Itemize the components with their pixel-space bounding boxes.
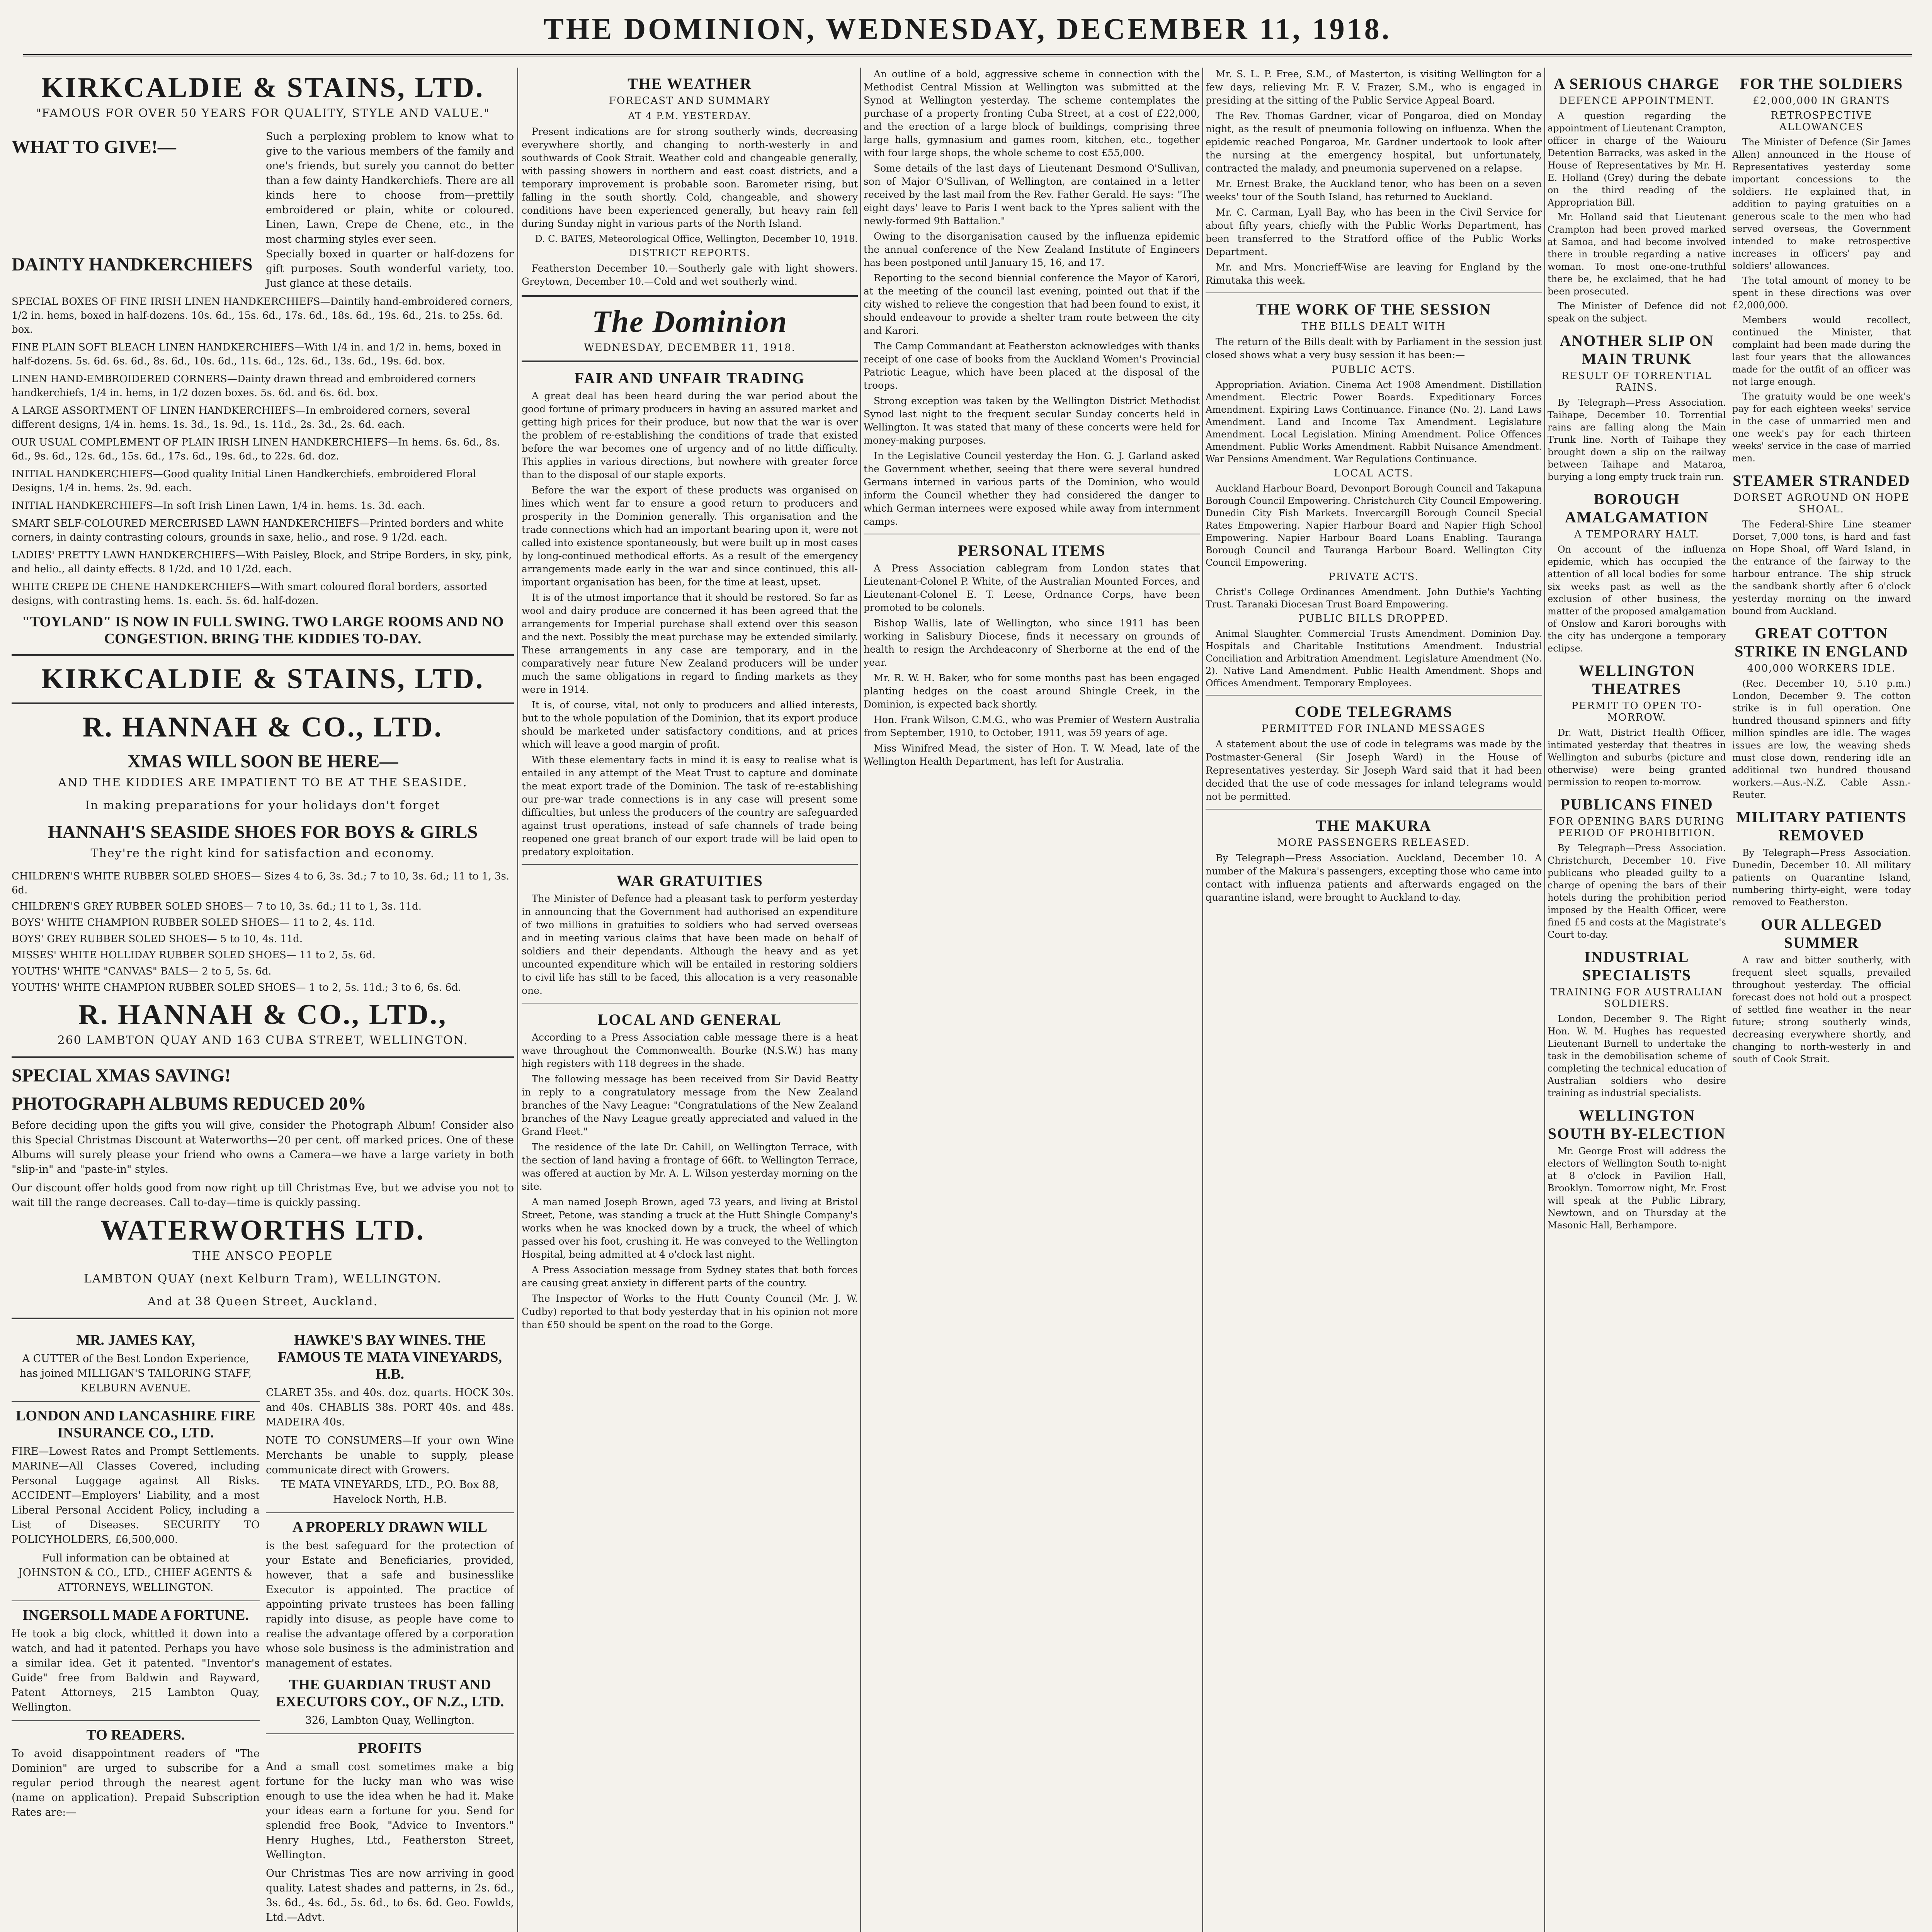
cotton-strike-text: (Rec. December 10, 5.10 p.m.) London, December 9. The cotton strike is in full operation. One hundred thousand spinners and fifty million spindles are idle. The wages issues are low, the weaving sheds must close down, rendering idle an additional two hundred thousand workers.—Aus.-N.Z. Cable Assn.-Reuter. [1732, 678, 1911, 800]
personal-item: Mr. R. W. H. Baker, who for some months past has been engaged planting hedges on the coast around Shingle Creek, in the Dominion, is expected back shortly. [864, 672, 1200, 710]
waterworths-subheading: THE ANSCO PEOPLE [192, 1249, 333, 1263]
news-column-4 [1206, 68, 1542, 1932]
kirkcaldie-banner: KIRKCALDIE & STAINS, LTD. [41, 72, 485, 104]
hawkes-bay-heading: HAWKE'S BAY WINES. THE FAMOUS TE MATA VINEYARDS, H.B. [278, 1332, 502, 1382]
bills-dropped-heading: PUBLIC BILLS DROPPED. [1298, 613, 1449, 624]
news-paragraph: An outline of a bold, aggressive scheme in connection with the Methodist Central Mission at Wellington was submitted at the Synod at Wellington yesterday. The scheme contemplates the purchase of a property fronting Cuba Street, at a cost of £22,000, and the erection of a large block of buildings, comprising three large halls, gymnasium and games room, kitchen, etc., together with four large shops, the whole scheme to cost £55,000. [864, 68, 1200, 158]
borough-subheading: A TEMPORARY HALT. [1574, 529, 1699, 540]
news-paragraph: Some details of the last days of Lieutenant Desmond O'Sullivan, son of Major O'Sullivan, of Wellington, are contained in a letter received by the last mail from the Rev. Father Gerald. He says: "The eight days' leave to Paris I went back to the Ypres salient with the newly-formed 9th Battalion." [864, 163, 1200, 226]
borough-heading: BOROUGH AMALGAMATION [1565, 490, 1709, 526]
hannah-address: 260 LAMBTON QUAY AND 163 CUBA STREET, WELLINGTON. [57, 1034, 468, 1047]
fair-trading-paragraph: With these elementary facts in mind it is easy to realise what is entailed in any attempt of the Meat Trust to capture and dominate the meat export trade of the Dominion. The task of re-establishing our pre-war trade connections is in any case will present some difficulties, but unless the producers of the country are safeguarded against trust operations, instead of safe channels of trade being reopened one great branch of our export trade will be laid open to predatory exploitation. [522, 754, 858, 857]
hannah-banner: R. HANNAH & CO., LTD. [82, 711, 443, 743]
editorial-column [522, 68, 858, 1932]
slip-subheading: RESULT OF TORRENTIAL RAINS. [1561, 370, 1712, 393]
by-election-heading: WELLINGTON SOUTH BY-ELECTION [1548, 1107, 1726, 1142]
guardian-trust-address: 326, Lambton Quay, Wellington. [305, 1714, 475, 1726]
christmas-ties-text: Our Christmas Ties are now arriving in good quality. Latest shades and patterns, in 2s. 6d., 3s. 6d., 4s. 6d., 5s. 6d., to 6s. 6d. Geo. Fowlds, Ltd.—Advt. [266, 1867, 514, 1923]
divider [12, 1318, 514, 1319]
ingersoll-text: He took a big clock, whittled it down into a watch, and had it patented. Perhaps you have a similar idea. Get it patented. "Inventor's Guide" free from Baldwin and Rayward, Patent Attorneys, 215 Lambton Quay, Wellington. [12, 1628, 260, 1713]
local-acts-heading: LOCAL ACTS. [1334, 468, 1413, 479]
retrospective-paragraph: Members would recollect, continued the Minister, that complaint had been made during the last four years that the allowances made for the outfit of an officer was not large enough. [1732, 315, 1911, 387]
makura-subheading: MORE PASSENGERS RELEASED. [1277, 837, 1470, 849]
shoe-item: YOUTHS' WHITE "CANVAS" BALS— 2 to 5, 5s. 6d. [12, 966, 272, 977]
shoe-item: BOYS' WHITE CHAMPION RUBBER SOLED SHOES— 11 to 2, 4s. 11d. [12, 917, 375, 929]
war-gratuities-text: The Minister of Defence had a pleasant task to perform yesterday in announcing that the Government had authorised an expenditure of two millions in gratuities to soldiers who had served overseas and in meeting various claims that have been made on behalf of soldiers and their dependants. Although the heavy and as yet uncounted expenditure which will be entailed in restoring soldiers to civil life has still to be faced, this allocation is a very reasonable one. [522, 893, 858, 996]
code-telegrams-subheading: PERMITTED FOR INLAND MESSAGES [1262, 723, 1486, 735]
dainty-heading: DAINTY HANDKERCHIEFS [12, 254, 253, 275]
by-election-text: Mr. George Frost will address the electors of Wellington South to-night at 8 o'clock in Pavilion Hall, Brooklyn. Tomorrow night, Mr. Frost will speak at the Public Library, Newtown, and on Thursday at the Masonic Hall, Berhampore. [1548, 1146, 1726, 1231]
public-acts-heading: PUBLIC ACTS. [1331, 364, 1416, 376]
borough-text: On account of the influenza epidemic, which has occupied the attention of all local bodies for some six weeks past as well as the exclusion of other business, the matter of the proposed amalgamation of Onslow and Karori boroughs with the city has undergone a temporary eclipse. [1548, 544, 1726, 654]
serious-charge-subheading: DEFENCE APPOINTMENT. [1559, 95, 1715, 107]
shoe-item: MISSES' WHITE HOLLIDAY RUBBER SOLED SHOES— 11 to 2, 5s. 6d. [12, 949, 376, 961]
divider [522, 361, 858, 362]
london-lancashire-info: Full information can be obtained at JOHNSTON & CO., LTD., CHIEF AGENTS & ATTORNEYS, WELLINGTON. [18, 1552, 253, 1594]
column-rule [1202, 68, 1203, 1932]
handkerchief-item: WHITE CREPE DE CHENE HANDKERCHIEFS—With smart coloured floral borders, assorted designs, with contrasting hems. 1s. each. 5s. 6d. half-dozen. [12, 581, 488, 607]
retrospective-paragraph: The Minister of Defence (Sir James Allen) announced in the House of Representatives yesterday some important concessions to the soldiers. He explained that, in addition to paying gratuities on a generous scale to the men who had served overseas, the Government intended to make retrospective increases in officers' pay and soldiers' allowances. [1732, 137, 1911, 271]
ingersoll-heading: INGERSOLL MADE A FORTUNE. [22, 1607, 249, 1623]
local-general-paragraph: The following message has been received from Sir David Beatty in reply to a congratulatory message from the New Zealand branches of the Navy League: "Congratulations of the New Zealand branches of the Navy League greatly appreciated and valued in the Grand Fleet." [522, 1073, 858, 1137]
slip-heading: ANOTHER SLIP ON MAIN TRUNK [1560, 332, 1714, 367]
local-acts-list: Auckland Harbour Board, Devonport Borough Council and Takapuna Borough Council Empowering. Christchurch City Council Empowering. Dunedin City Fish Markets. Invercargill Borough Council Special Rates Empowering. Napier Harbour Board and Napier High School Empowering. Napier Harbour Board Loans Enabling. Tauranga Borough Council and Tauranga Harbour Board. Wellington City Council Empowering. [1206, 483, 1542, 568]
summer-text: A raw and bitter southerly, with frequent sleet squalls, prevailed throughout yesterday. The official forecast does not hold out a prospect of settled fine weather in the near future; strong southerly winds, decreasing everywhere shortly, and changing to north-westerly in and south of Cook Strait. [1732, 955, 1911, 1065]
waterworths-address: LAMBTON QUAY (next Kelburn Tram), WELLINGTON. [83, 1272, 442, 1286]
military-patients-text: By Telegraph—Press Association. Dunedin, December 10. All military patients on Quarantine Island, numbering thirty-eight, were today removed to Featherston. [1732, 847, 1911, 908]
special-xmas-heading: SPECIAL XMAS SAVING! [12, 1065, 231, 1086]
handkerchief-item: INITIAL HANDKERCHIEFS—Good quality Initial Linen Handkerchiefs. embroidered Floral Designs, 1/4 in. hems. 2s. 9d. each. [12, 468, 476, 494]
hawkes-bay-prices: CLARET 35s. and 40s. doz. quarts. HOCK 30s. and 40s. CHABLIS 38s. PORT 40s. and 48s. MADEIRA 40s. [266, 1387, 514, 1428]
what-to-give-heading: WHAT TO GIVE!— [12, 137, 176, 157]
divider [266, 1733, 514, 1734]
makura-heading: THE MAKURA [1316, 817, 1432, 834]
publicans-subheading: FOR OPENING BARS DURING PERIOD OF PROHIBITION. [1549, 816, 1725, 839]
cotton-strike-subheading: 400,000 WORKERS IDLE. [1747, 663, 1896, 674]
publicans-heading: PUBLICANS FINED [1560, 796, 1713, 813]
masthead: THE DOMINION, WEDNESDAY, DECEMBER 11, 1918. [23, 12, 1912, 56]
serious-charge-heading: A SERIOUS CHARGE [1554, 75, 1720, 92]
xmas-subheading-2: In making preparations for your holidays don't forget [85, 799, 440, 812]
local-general-heading: LOCAL AND GENERAL [597, 1011, 782, 1028]
session-subheading: THE BILLS DEALT WITH [1301, 321, 1446, 332]
london-lancashire-text: FIRE—Lowest Rates and Prompt Settlements. MARINE—All Classes Covered, including Personal Luggage against All Risks. ACCIDENT—Employers' Liability, and a most Liberal Personal Accident Policy, including a List of Diseases. SECURITY TO POLICYHOLDERS, £6,500,000. [12, 1446, 260, 1546]
hawkes-bay-note: NOTE TO CONSUMERS—If your own Wine Merchants be unable to supply, please communicate direct with Growers. [266, 1435, 514, 1476]
shoe-item: YOUTHS' WHITE CHAMPION RUBBER SOLED SHOES— 1 to 2, 5s. 11d.; 3 to 6, 6s. 6d. [12, 982, 461, 993]
divider [522, 864, 858, 865]
column-rule [1544, 68, 1545, 1932]
dainty-text: Specially boxed in quarter or half-dozens for gift purposes. South wonderful variety, too. Just glance at these details. [266, 248, 514, 289]
personal-items-heading: PERSONAL ITEMS [957, 542, 1106, 559]
personal-item: Miss Winifred Mead, the sister of Hon. T. W. Mead, late of the Wellington Health Department, has left for Australia. [864, 743, 1200, 767]
what-to-give-text: Such a perplexing problem to know what to give to the various members of the family and one's friends, but surely you cannot do better than a few dainty Handkerchiefs. There are all kinds here to choose from—prettily embroidered or plain, white or coloured. Linen, Lawn, Crepe de Chene, etc., in the most charming styles ever seen. [266, 131, 514, 245]
profits-heading: PROFITS [358, 1740, 422, 1756]
serious-charge-paragraph: The Minister of Defence did not speak on the subject. [1548, 301, 1726, 324]
news-paragraph: Reporting to the second biennial conference the Mayor of Karori, at the meeting of the council last evening, pointed out that if the city wished to relieve the congestion that had been found to exist, it should endeavour to provide a shelter tram route between the city and Karori. [864, 272, 1200, 336]
personal-item: A Press Association cablegram from London states that Lieutenant-Colonel P. White, of the Australian Mounted Forces, and Lieutenant-Colonel E. T. Leese, Ordnance Corps, have been promoted to be colonels. [864, 563, 1200, 613]
industrial-heading: INDUSTRIAL SPECIALISTS [1582, 948, 1692, 984]
london-lancashire-heading: LONDON AND LANCASHIRE FIRE INSURANCE CO., LTD. [16, 1408, 255, 1441]
publicans-text: By Telegraph—Press Association. Christchurch, December 10. Five publicans who pleaded guilty to a charge of opening the bars of their hotels during the prohibition period imposed by the Health Officer, were fined £5 and costs at the Magistrate's Court to-day. [1548, 843, 1726, 940]
handkerchief-item: FINE PLAIN SOFT BLEACH LINEN HANDKERCHIEFS—With 1/4 in. and 1/2 in. hems, boxed in half-dozens. 5s. 6d. 6s. 6d., 8s. 6d., 10s. 6d., 11s. 6d., 12s. 6d., 13s. 6d., 19s. 6d. box. [12, 342, 502, 367]
session-text: The return of the Bills dealt with by Parliament in the session just closed shows what a very busy session it has been:— [1206, 336, 1542, 361]
xmas-subheading: AND THE KIDDIES ARE IMPATIENT TO BE AT THE SEASIDE. [58, 776, 468, 789]
code-telegrams-text: A statement about the use of code in telegrams was made by the Postmaster-General (Sir Joseph Ward) in the House of Representatives yesterday. Sir Joseph Ward said that it had been decided that the use of code messages for inland telegrams would not be permitted. [1206, 738, 1542, 802]
shoe-item: BOYS' GREY RUBBER SOLED SHOES— 5 to 10, 4s. 11d. [12, 933, 303, 945]
profits-text: And a small cost sometimes make a big fortune for the lucky man who was wise enough to use the idea when he had it. Make your ideas earn a fortune for you. Send for splendid free Book, "Advice to Inventors." Henry Hughes, Ltd., Featherston Street, Wellington. [266, 1761, 514, 1861]
fair-trading-paragraph: It is of the utmost importance that it should be restored. So far as wool and dairy produce are concerned it has been agreed that the arrangements for Imperial purchase shall extend over this season and the next. Possibly the meat purchase may be extended similarly. These arrangements in any case are temporary, and in the comparatively near future New Zealand producers will be under much the same obligations in regard to finding markets as they were in 1914. [522, 592, 858, 695]
soldiers-subheading: £2,000,000 IN GRANTS [1753, 95, 1890, 107]
soldiers-heading: FOR THE SOLDIERS [1740, 75, 1903, 92]
column-rule [860, 68, 861, 1932]
column-rule [517, 68, 518, 1932]
divider [1206, 809, 1542, 810]
theatres-subheading: PERMIT TO OPEN TO-MORROW. [1571, 700, 1702, 723]
will-text: is the best safeguard for the protection of your Estate and Beneficiaries, provided, however, that a safe and businesslike Executor is appointed. The practice of appointing private trustees has been falling rapidly into disuse, as people have come to realise the advantage offered by a corporation whose sole business is the administration and management of estates. [266, 1540, 514, 1669]
bills-dropped-list: Animal Slaughter. Commercial Trusts Amendment. Dominion Day. Hospitals and Charitable Institutions Amendment. Industrial Conciliation and Arbitration Amendment. Legislature Amendment (No. 2). Native Land Amendment. Public Health Amendment. Shops and Offices Amendment. Temporary Employees. [1206, 628, 1542, 689]
legislative-text: In the Legislative Council yesterday the Hon. G. J. Garland asked the Government whether, seeing that there were several hundred Germans interned in various parts of the Dominion, who would inform the Council whether they had considered the danger to which German internees were exposed while away from internment camps. [864, 450, 1200, 527]
local-general-paragraph: A Press Association message from Sydney states that both forces are causing great anxiety in different parts of the country. [522, 1264, 858, 1289]
weather-signature: D. C. BATES, Meteorological Office, Wellington, December 10, 1918. [535, 233, 858, 244]
session-heading: THE WORK OF THE SESSION [1256, 301, 1491, 318]
handkerchief-item: LADIES' PRETTY LAWN HANDKERCHIEFS—With Paisley, Block, and Stripe Borders, in sky, pink, and helio., all dainty effects. 8 1/2d. and 10 1/2d. each. [12, 549, 512, 575]
personal-item: Bishop Wallis, late of Wellington, who since 1911 has been working in Salisbury Diocese, finds it necessary on grounds of health to resign the Archdeaconry of Sherborne at the end of the year. [864, 617, 1200, 668]
divider [12, 1056, 514, 1058]
weather-heading: THE WEATHER [628, 75, 752, 92]
handkerchief-item: SMART SELF-COLOURED MERCERISED LAWN HANDKERCHIEFS—Printed borders and white corners, in dainty contrasting colours, grounds in saxe, helio., and rose. 9 1/2d. each. [12, 518, 504, 543]
fair-trading-paragraph: It is, of course, vital, not only to producers and allied interests, but to the whole population of the Dominion, that its export produce should be marketed under satisfactory conditions, and at prices which will leave a good margin of profit. [522, 699, 858, 750]
private-acts-heading: PRIVATE ACTS. [1328, 571, 1419, 583]
kirkcaldie-banner-2: KIRKCALDIE & STAINS, LTD. [41, 663, 485, 695]
news-paragraph: Mr. C. Carman, Lyall Bay, who has been in the Civil Service for about fifty years, chiefly with the Public Works Department, has been transferred to the Stratford office of the Public Works Department. [1206, 207, 1542, 257]
divider [12, 1720, 260, 1721]
handkerchief-item: INITIAL HANDKERCHIEFS—In soft Irish Linen Lawn, 1/4 in. hems. 1s. 3d. each. [12, 500, 425, 512]
hannah-banner-2: R. HANNAH & CO., LTD., [78, 999, 447, 1031]
toyland-notice: "TOYLAND" IS NOW IN FULL SWING. TWO LARGE ROOMS AND NO CONGESTION. BRING THE KIDDIES TO-DAY. [22, 614, 504, 647]
summer-heading: OUR ALLEGED SUMMER [1760, 916, 1883, 951]
district-reports-heading: DISTRICT REPORTS. [629, 247, 751, 259]
news-paragraph: Mr. S. L. P. Free, S.M., of Masterton, is visiting Wellington for a few days, relieving Mr. F. V. Frazer, S.M., who is engaged in presiding at the sitting of the Public Service Appeal Board. [1206, 68, 1542, 106]
synod-text: Strong exception was taken by the Wellington District Methodist Synod last night to the frequent secular Sunday concerts held in Wellington. It was stated that many of these concerts were held for money-making purposes. [864, 395, 1200, 446]
serious-charge-paragraph: A question regarding the appointment of Lieutenant Crampton, officer in charge of the Waiouru Detention Barracks, was asked in the House of Representatives by Mr. H. E. Holland (Grey) during the debate on the third reading of the Appropriation Bill. [1548, 111, 1726, 208]
slip-text: By Telegraph—Press Association. Taihape, December 10. Torrential rains are falling along the Main Trunk line. North of Taihape they brought down a slip on the railway between Taihape and Mataroa, burying a long empty truck train run. [1548, 397, 1726, 482]
handkerchief-item: OUR USUAL COMPLEMENT OF PLAIN IRISH LINEN HANDKERCHIEFS—In hems. 6s. 6d., 8s. 6d., 9s. 6d., 12s. 6d., 15s. 6d., 17s. 6d., 19s. 6d., to 22s. 6d. doz. [12, 437, 500, 462]
divider [12, 654, 514, 656]
readers-heading: TO READERS. [86, 1727, 185, 1743]
steamer-subheading: DORSET AGROUND ON HOPE SHOAL. [1733, 492, 1910, 515]
hawkes-bay-address: TE MATA VINEYARDS, LTD., P.O. Box 88, Havelock North, H.B. [281, 1479, 499, 1505]
kirkcaldie-tagline: "FAMOUS FOR OVER 50 YEARS FOR QUALITY, STYLE AND VALUE." [36, 107, 490, 120]
war-gratuities-heading: WAR GRATUITIES [616, 872, 763, 889]
fair-trading-paragraph: Before the war the export of these products was organised on lines which went far to ensure a good return to producers and prosperity in the Dominion generally. This organisation and the trade connections which had an important bearing upon it, were not called into existence spontaneously, but were built up in most cases by long-continued methodical efforts. As a result of the emergency arrangements made early in the war and since continued, this all-important organisation has been, for the time at least, upset. [522, 485, 858, 588]
district-reports-text: Featherston December 10.—Southerly gale with light showers. Greytown, December 10.—Cold and wet southerly wind. [522, 263, 858, 287]
weather-subheading: FORECAST AND SUMMARY [609, 95, 771, 107]
cotton-strike-heading: GREAT COTTON STRIKE IN ENGLAND [1735, 624, 1908, 660]
retrospective-heading: RETROSPECTIVE ALLOWANCES [1770, 110, 1872, 133]
private-acts-list: Christ's College Ordinances Amendment. John Duthie's Yachting Trust. Taranaki Diocesan Trust Board Empowering. [1206, 587, 1542, 610]
serious-charge-paragraph: Mr. Holland said that Lieutenant Crampton had been proved marked at Samoa, and had become involved there in trouble regarding a native woman. To most one-one-truthful there be, he exclaimed, that he had been prosecuted. [1548, 212, 1726, 297]
retrospective-paragraph: The gratuity would be one week's pay for each eighteen weeks' service in the case of unmarried men and one week's pay for each thirteen weeks' service in the case of married men. [1732, 391, 1911, 464]
news-paragraph: Mr. and Mrs. Moncrieff-Wise are leaving for England by the Rimutaka this week. [1206, 262, 1542, 286]
retrospective-paragraph: The total amount of money to be spent in these directions was over £2,000,000. [1732, 275, 1911, 311]
divider [266, 1512, 514, 1513]
seaside-shoes-heading: HANNAH'S SEASIDE SHOES FOR BOYS & GIRLS [48, 822, 478, 842]
photo-albums-text-2: Our discount offer holds good from now right up till Christmas Eve, but we advise you not to wait till the range decreases. Call to-day—time is quickly passing. [12, 1182, 514, 1209]
industrial-subheading: TRAINING FOR AUSTRALIAN SOLDIERS. [1550, 986, 1723, 1010]
steamer-text: The Federal-Shire Line steamer Dorset, 7,000 tons, is hard and fast on Hope Shoal, off Ward Island, in the entrance of the fairway to the harbour entrance. The ship struck the sandbank shortly after 6 o'clock yesterday morning on the inward bound from Auckland. [1732, 519, 1911, 616]
news-column-5 [1548, 68, 1911, 1932]
personal-item: Hon. Frank Wilson, C.M.G., who was Premier of Western Australia from September, 1910, to October, 1911, was 59 years of age. [864, 714, 1200, 738]
handkerchief-item: A LARGE ASSORTMENT OF LINEN HANDKERCHIEFS—In embroidered corners, several different designs, 1/4 in. hems. 1s. 3d., 1s. 9d., 1s. 11d., 2s. 3d., 2s. 6d. each. [12, 405, 470, 430]
makura-text: By Telegraph—Press Association. Auckland, December 10. A number of the Makura's passengers, excepting those who came into contact with influenza patients and afterwards engaged on the quarantine island, were brought to Auckland to-day. [1206, 852, 1542, 903]
weather-text: Present indications are for strong southerly winds, decreasing everywhere shortly, and changing to north-westerly in and southwards of Cook Strait. Weather cold and changeable generally, with passing showers in northern and east coast districts, and a temporary improvement is probable soon. Barometer rising, but falling in the south shortly. Cold, changeable, and showery conditions have been experienced generally, but heavy rain fell during Sunday night in various parts of the North Island. [522, 126, 858, 229]
divider [12, 1600, 260, 1601]
fair-trading-paragraph: A great deal has been heard during the war period about the good fortune of primary producers in having an assured market and getting high prices for their produce, but now that the war is over the problem of re-establishing the conditions of trade that existed before the war becomes one of urgency and of no little difficulty. This applies in various directions, but nowhere with greater force than to the disposal of our staple exports. [522, 390, 858, 480]
issue-date: WEDNESDAY, DECEMBER 11, 1918. [583, 342, 796, 354]
divider [1206, 695, 1542, 696]
steamer-heading: STEAMER STRANDED [1733, 472, 1910, 489]
local-general-paragraph: According to a Press Association cable message there is a heat wave throughout the Commonwealth. Bourke (N.S.W.) has many high registers with 118 degrees in the shade. [522, 1032, 858, 1069]
shoe-item: CHILDREN'S WHITE RUBBER SOLED SHOES— Sizes 4 to 6, 3s. 3d.; 7 to 10, 3s. 6d.; 11 to 1, 3s. 6d. [12, 871, 510, 896]
xmas-heading: XMAS WILL SOON BE HERE— [127, 751, 398, 772]
local-general-paragraph: The residence of the late Dr. Cahill, on Wellington Terrace, with the section of land having a frontage of 66ft. to Wellington Terrace, was offered at auction by Mr. A. L. Wilson yesterday morning on the site. [522, 1141, 858, 1192]
weather-time: AT 4 P.M. YESTERDAY. [628, 111, 752, 121]
photo-albums-heading: PHOTOGRAPH ALBUMS REDUCED 20% [12, 1094, 366, 1114]
will-heading: A PROPERLY DRAWN WILL [292, 1519, 488, 1535]
photo-albums-text: Before deciding upon the gifts you will give, consider the Photograph Album! Consider also this Special Christmas Discount at Waterworths—20 per cent. off marked prices. One of these Albums will surely please your friend who owns a Camera—we have a large variety in both "slip-in" and "paste-in" styles. [12, 1119, 514, 1175]
public-acts-list: Appropriation. Aviation. Cinema Act 1908 Amendment. Distillation Amendment. Electric Power Boards. Expeditionary Forces Amendment. Expiring Laws Continuance. Finance (No. 2). Land Laws Amendment. Land and Income Tax Amendment. Legislature Amendment. Local Legislation. Mining Amendment. Police Offences Amendment. Public Works Amendment. Rabbit Nuisance Amendment. War Pensions Amendment. War Regulations Continuance. [1206, 379, 1542, 464]
seaside-shoes-sub: They're the right kind for satisfaction and economy. [90, 847, 435, 860]
theatres-text: Dr. Watt, District Health Officer, intimated yesterday that theatres in Wellington and suburbs (picture and otherwise) were being granted permission to reopen to-morrow. [1548, 727, 1726, 787]
shoe-item: CHILDREN'S GREY RUBBER SOLED SHOES— 7 to 10, 3s. 6d.; 11 to 1, 3s. 11d. [12, 901, 422, 912]
news-column-3 [864, 68, 1200, 1932]
military-patients-heading: MILITARY PATIENTS REMOVED [1736, 808, 1907, 844]
news-paragraph: Mr. Ernest Brake, the Auckland tenor, who has been on a seven weeks' tour of the South Island, has returned to Auckland. [1206, 178, 1542, 202]
news-paragraph: Owing to the disorganisation caused by the influenza epidemic the annual conference of the New Zealand Institute of Engineers has been postponed until January 15, 16, and 17. [864, 231, 1200, 268]
news-paragraph: The Rev. Thomas Gardner, vicar of Pongaroa, died on Monday night, as the result of pneumonia following on influenza. When the epidemic reached Pongaroa, Mr. Gardner undertook to look after the nursing at the emergency hospital, but unfortunately, contracted the malady, and pneumonia supervened on a relapse. [1206, 110, 1542, 174]
kay-name: MR. JAMES KAY, [76, 1332, 195, 1348]
divider [12, 1401, 260, 1402]
industrial-text: London, December 9. The Right Hon. W. M. Hughes has requested Lieutenant Burnell to undertake the task in the demobilisation scheme of completing the technical education of Australian soldiers who desire training as industrial specialists. [1548, 1014, 1726, 1099]
advertisements-column [12, 68, 514, 1932]
dominion-nameplate: The Dominion [592, 305, 788, 339]
kay-text: A CUTTER of the Best London Experience, has joined MILLIGAN'S TAILORING STAFF, KELBURN AVENUE. [19, 1353, 252, 1394]
local-general-paragraph: A man named Joseph Brown, aged 73 years, and living at Bristol Street, Petone, was standing a truck at the Hutt Shingle Company's works when he was knocked down by a truck, the wheel of which passed over his foot, crushing it. He was conveyed to the Wellington Hospital, being admitted at 4 o'clock last night. [522, 1196, 858, 1260]
camp-text: The Camp Commandant at Featherston acknowledges with thanks receipt of one case of books from the Auckland Women's Provincial Patriotic League, which have been placed at the disposal of the troops. [864, 340, 1200, 391]
waterworths-banner: WATERWORTHS LTD. [100, 1214, 425, 1246]
divider [12, 702, 514, 704]
handkerchief-item: SPECIAL BOXES OF FINE IRISH LINEN HANDKERCHIEFS—Daintily hand-embroidered corners, 1/2 in. hems, boxed in half-dozens. 10s. 6d., 15s. 6d., 17s. 6d., 18s. 6d., 19s. 6d., 21s. to 25s. 6d. box. [12, 296, 513, 335]
divider [522, 295, 858, 297]
readers-text: To avoid disappointment readers of "The Dominion" are urged to subscribe for a regular period through the nearest agent (name on application). Prepaid Subscription Rates are:— [12, 1748, 260, 1818]
theatres-heading: WELLINGTON THEATRES [1578, 662, 1695, 697]
guardian-trust-name: THE GUARDIAN TRUST AND EXECUTORS COY., OF N.Z., LTD. [276, 1677, 504, 1710]
handkerchief-item: LINEN HAND-EMBROIDERED CORNERS—Dainty drawn thread and embroidered corners handkerchiefs, 1/4 in. hems, in 1/2 dozen boxes. 5s. 6d. and 6s. 6d. box. [12, 373, 476, 399]
local-general-paragraph: The Inspector of Works to the Hutt County Council (Mr. J. W. Cudby) reported to that body yesterday that in his opinion not more than £50 should be spent on the road to the Gorge. [522, 1293, 858, 1330]
waterworths-address-2: And at 38 Queen Street, Auckland. [147, 1295, 378, 1308]
code-telegrams-heading: CODE TELEGRAMS [1294, 703, 1453, 720]
fair-trading-heading: FAIR AND UNFAIR TRADING [574, 369, 805, 387]
